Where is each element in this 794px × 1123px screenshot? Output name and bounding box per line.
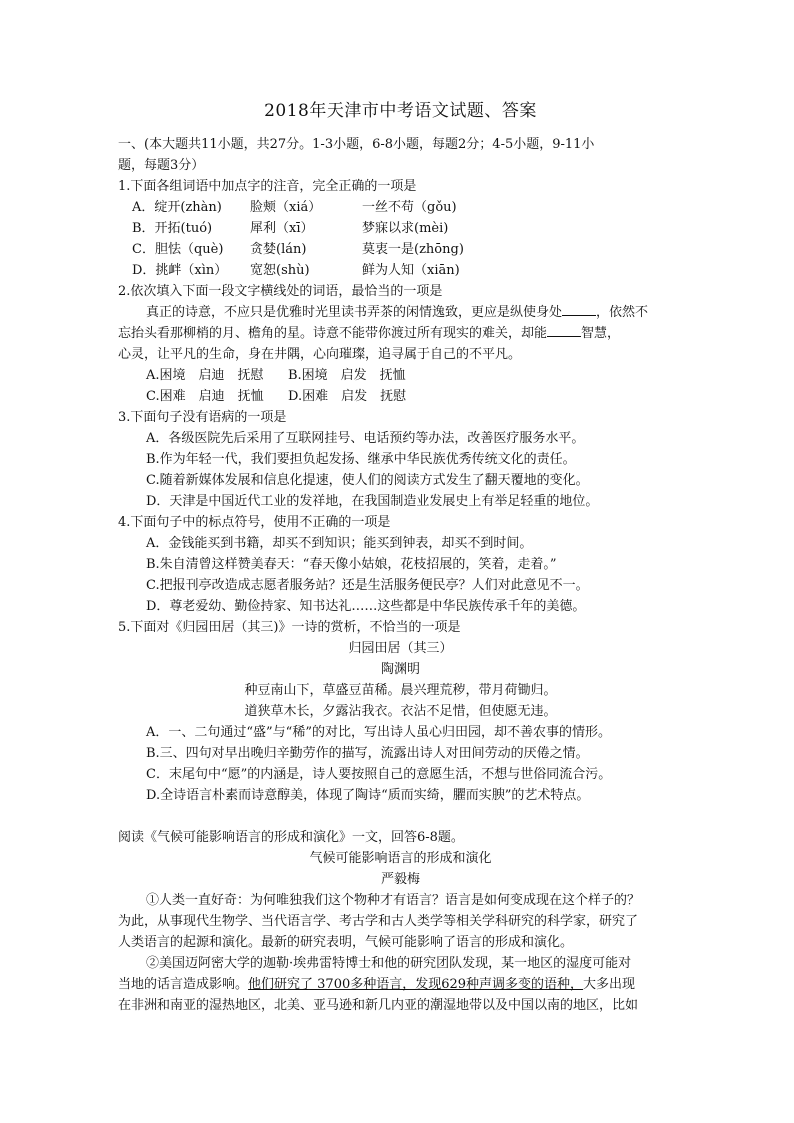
fill-blank xyxy=(562,303,596,316)
question-3-stem: 3.下面句子没有语病的一项是 xyxy=(118,410,287,425)
q2-options-row1 xyxy=(118,365,683,386)
document-page xyxy=(118,100,683,1016)
q5-option-c: C．末尾句中“愿”的内涵是，诗人要按照自己的意愿生活，不想与世俗同流合污。 xyxy=(146,767,612,782)
fill-blank xyxy=(547,324,581,337)
q4-option-a: A．金钱能买到书籍，却买不到知识；能买到钟表，却买不到时间。 xyxy=(146,536,533,551)
option-text: 贪婪(lán) xyxy=(250,242,307,257)
question-1-stem: 1.下面各组词语中加点字的注音，完全正确的一项是 xyxy=(118,179,417,194)
passage-text: 真正的诗意，不应只是优雅时光里读书弄茶的闲情逸致，更应是纵使身处 xyxy=(146,305,563,320)
option-text: 宽恕(shù) xyxy=(250,263,310,278)
q3-option-b: B.作为年轻一代，我们要担负起发扬、继承中华民族优秀传统文化的责任。 xyxy=(146,452,576,467)
passage-text: 智慧， xyxy=(581,326,621,341)
article-paragraph-1-cont: 为此，从事现代生物学、当代语言学、考古学和古人类学等相关学科研究的科学家，研究了 xyxy=(118,914,639,929)
q4-option-d: D．尊老爱幼、勤俭持家、知书达礼……这些都是中华民族传承千年的美德。 xyxy=(146,599,586,614)
option-text: A.困境 启迪 抚慰 xyxy=(146,368,264,383)
section-header-cont: 题，每题3分） xyxy=(118,158,205,173)
q5-option-d: D.全诗语言朴素而诗意醇美，体现了陶诗“质而实绮，臞而实腴”的艺术特点。 xyxy=(146,788,590,803)
article-paragraph-2: ②美国迈阿密大学的迦勒·埃弗雷特博士和他的研究团队发现，某一地区的湿度可能对 xyxy=(146,956,632,971)
q1-option-a xyxy=(118,197,683,218)
q1-option-d xyxy=(118,260,683,281)
article-paragraph-2-cont: 在非洲和南亚的湿热地区，北美、亚马逊和新几内亚的潮湿地带以及中国以南的地区，比如 xyxy=(118,998,639,1013)
q2-passage-line3: 心灵，让平凡的生命，身在井隅，心向璀璨，追寻属于自己的不平凡。 xyxy=(118,347,522,362)
q2-options-row2 xyxy=(118,386,683,407)
article-paragraph-2-cont xyxy=(118,974,683,995)
option-text: 鲜为人知（xiān) xyxy=(362,263,460,278)
article-paragraph-1: ①人类一直好奇：为何唯独我们这个物种才有语言？语言是如何变成现在这个样子的？ xyxy=(146,893,641,908)
reading-intro: 阅读《气候可能影响语言的形成和演化》一文，回答6-8题。 xyxy=(118,830,464,845)
q3-option-d: D．天津是中国近代工业的发祥地，在我国制造业发展史上有举足轻重的地位。 xyxy=(146,494,599,509)
option-text: B.困境 启发 抚恤 xyxy=(288,368,406,383)
q5-option-a: A．一、二句通过“盛”与“稀”的对比，写出诗人虽心归田园，却不善农事的情形。 xyxy=(146,725,611,740)
section-spacer xyxy=(118,806,683,827)
q4-option-c: C.把报刊亭改造成志愿者服务站？还是生活服务便民亭？人们对此意见不一。 xyxy=(146,578,589,593)
passage-text: 忘抬头看那柳梢的月、檐角的星。诗意不能带你渡过所有现实的难关，却能 xyxy=(118,326,548,341)
passage-text: ，依然不 xyxy=(596,305,649,320)
option-text: A．绽开(zhàn) xyxy=(132,200,222,215)
question-4-stem: 4.下面句子中的标点符号，使用不正确的一项是 xyxy=(118,515,391,530)
option-text: D．挑衅（xìn） xyxy=(132,263,228,278)
option-text: 脸颊（xiá） xyxy=(250,200,322,215)
option-text: 莫衷一是(zhōng) xyxy=(362,242,464,257)
q3-option-a: A．各级医院先后采用了互联网挂号、电话预约等办法，改善医疗服务水平。 xyxy=(146,431,585,446)
question-5-stem: 5.下面对《归园田居（其三)》一诗的赏析，不恰当的一项是 xyxy=(118,620,461,635)
q2-passage-line2 xyxy=(118,323,683,344)
poem-author: 陶渊明 xyxy=(380,662,420,677)
poem-line: 种豆南山下，草盛豆苗稀。晨兴理荒秽，带月荷锄归。 xyxy=(244,683,557,698)
option-text: 梦寐以求(mèi) xyxy=(362,221,449,236)
option-text: 一丝不苟（gǒu) xyxy=(362,200,457,215)
option-text: B．开拓(tuó) xyxy=(132,221,213,236)
option-text: D.困难 启发 抚慰 xyxy=(288,389,407,404)
article-text: 当地的话言造成影响。 xyxy=(118,977,249,992)
article-author: 严毅梅 xyxy=(380,872,420,887)
page-title: 2018年天津市中考语文试题、答案 xyxy=(264,101,537,121)
option-text: C.困难 启迪 抚恤 xyxy=(146,389,264,404)
q2-passage-line1 xyxy=(118,302,683,323)
article-text: 大多出现 xyxy=(583,977,636,992)
article-title: 气候可能影响语言的形成和演化 xyxy=(309,851,492,866)
question-2-stem: 2.依次填入下面一段文字横线处的词语，最恰当的一项是 xyxy=(118,284,443,299)
section-header: 一、(本大题共11小题，共27分。1-3小题，6-8小题，每题2分；4-5小题，9-11小 xyxy=(118,137,595,152)
option-text: 犀利（xī） xyxy=(250,221,314,236)
poem-title: 归园田居（其三） xyxy=(348,641,453,656)
q4-option-b: B.朱自清曾这样赞美春天：“春天像小姑娘，花枝招展的，笑着，走着。” xyxy=(146,557,557,572)
q1-option-c xyxy=(118,239,683,260)
underlined-sentence: 他们研究了 3700多种语言，发现629种声调多变的语种， xyxy=(248,977,584,992)
q5-option-b: B.三、四句对早出晚归辛勤劳作的描写，流露出诗人对田间劳动的厌倦之情。 xyxy=(146,746,589,761)
q1-option-b xyxy=(118,218,683,239)
poem-line: 道狭草木长，夕露沾我衣。衣沾不足惜，但使愿无违。 xyxy=(244,704,557,719)
option-text: C．胆怯（què) xyxy=(132,242,224,257)
article-paragraph-1-cont: 人类语言的起源和演化。最新的研究表明，气候可能影响了语言的形成和演化。 xyxy=(118,935,574,950)
q3-option-c: C.随着新媒体发展和信息化提速，使人们的阅读方式发生了翻天覆地的变化。 xyxy=(146,473,589,488)
